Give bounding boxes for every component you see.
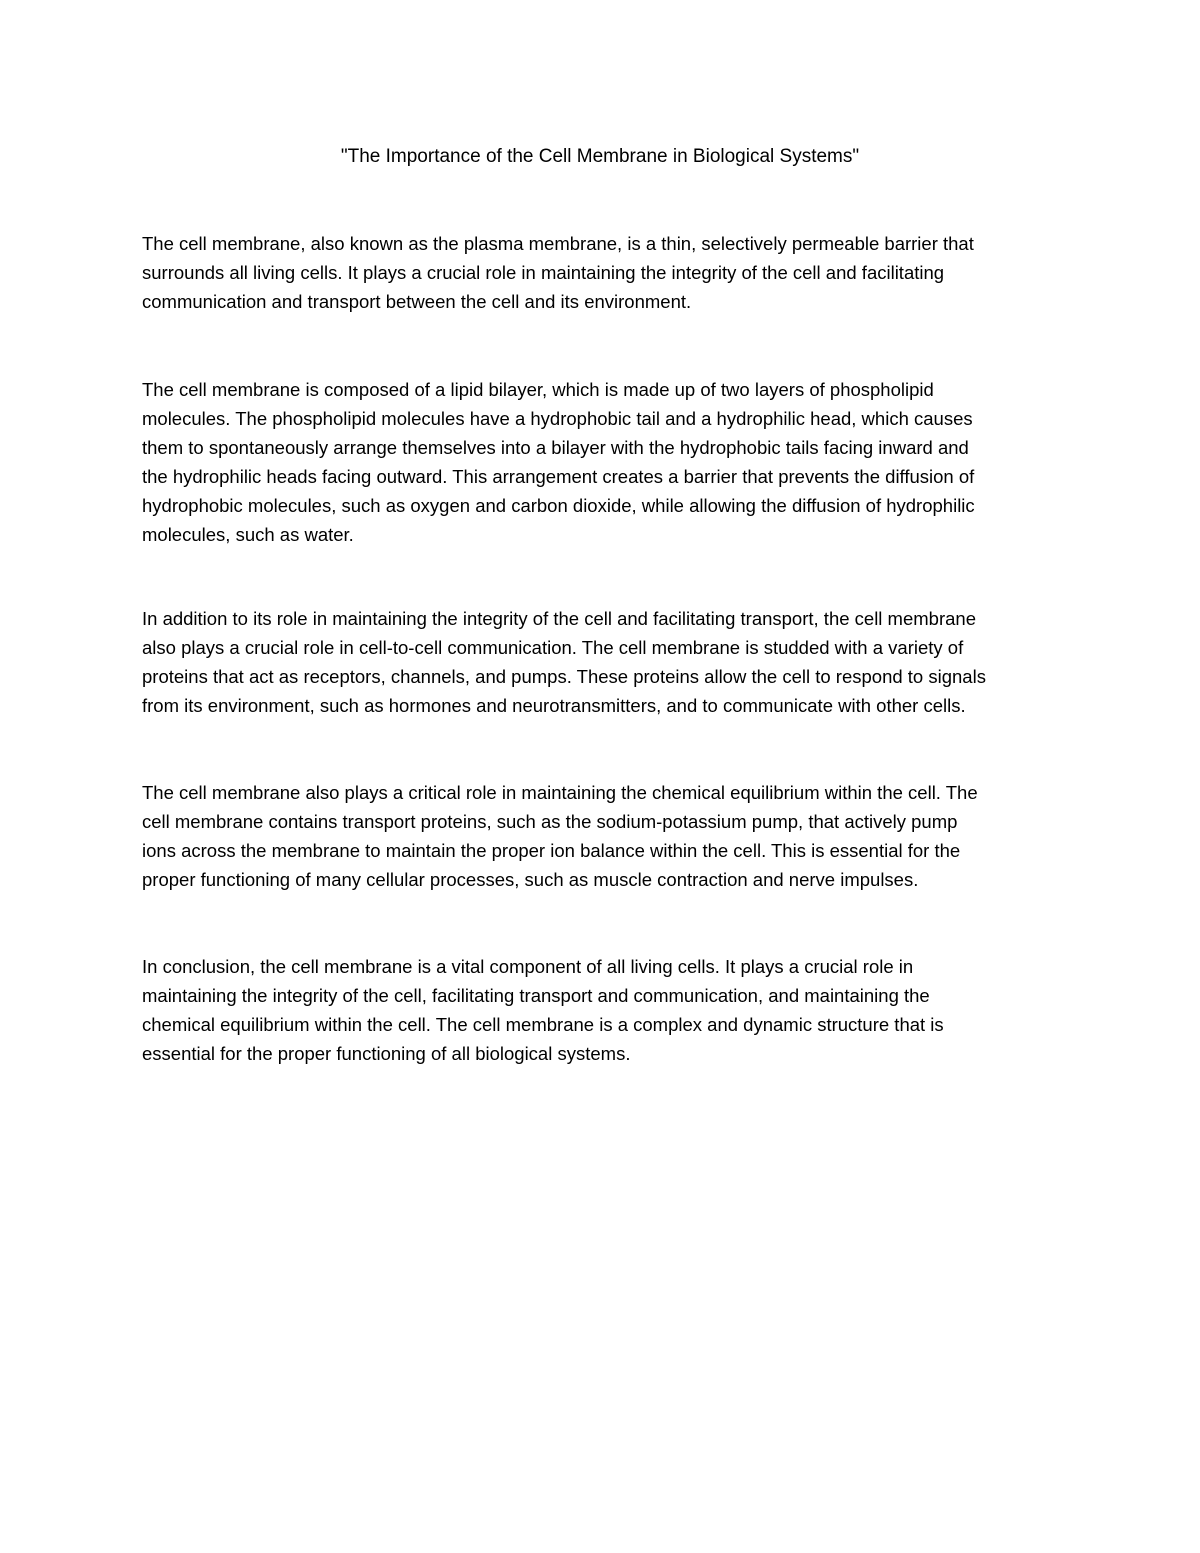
text-line: molecules, such as water. [142, 524, 354, 545]
text-line: In addition to its role in maintaining the integrity of the cell and facilitating transport, the cell membrane [142, 608, 976, 629]
paragraph-conclusion [142, 952, 1062, 1068]
text-line: from its environment, such as hormones and neurotransmitters, and to communicate with other cells. [142, 695, 966, 716]
text-line: ions across the membrane to maintain the proper ion balance within the cell. This is essential for the [142, 840, 961, 861]
text-line: proper functioning of many cellular processes, such as muscle contraction and nerve impulses. [142, 869, 919, 890]
text-line: also plays a crucial role in cell-to-cell communication. The cell membrane is studded with a variety of [142, 637, 964, 658]
text-line: communication and transport between the cell and its environment. [142, 291, 692, 312]
paragraph-lipid-bilayer [142, 375, 1062, 549]
text-line: The cell membrane also plays a critical role in maintaining the chemical equilibrium within the cell. The [142, 782, 978, 803]
text-line: hydrophobic molecules, such as oxygen and carbon dioxide, while allowing the diffusion of hydrophilic [142, 495, 975, 516]
text-line: The cell membrane is composed of a lipid bilayer, which is made up of two layers of phospholipid [142, 379, 934, 400]
text-line: the hydrophilic heads facing outward. This arrangement creates a barrier that prevents the diffusion of [142, 466, 975, 487]
paragraph-introduction [142, 229, 1062, 316]
paragraph-chemical-equilibrium [142, 778, 1062, 894]
text-line: chemical equilibrium within the cell. The cell membrane is a complex and dynamic structure that is [142, 1014, 944, 1035]
text-line: proteins that act as receptors, channels, and pumps. These proteins allow the cell to respond to signals [142, 666, 986, 687]
text-line: In conclusion, the cell membrane is a vital component of all living cells. It plays a crucial role in [142, 956, 914, 977]
paragraph-communication [142, 604, 1062, 720]
text-line: cell membrane contains transport proteins, such as the sodium-potassium pump, that actively pump [142, 811, 958, 832]
text-line: molecules. The phospholipid molecules have a hydrophobic tail and a hydrophilic head, which causes [142, 408, 973, 429]
document-title: "The Importance of the Cell Membrane in Biological Systems" [340, 146, 860, 167]
text-line: The cell membrane, also known as the plasma membrane, is a thin, selectively permeable barrier that [142, 233, 974, 254]
text-line: essential for the proper functioning of all biological systems. [142, 1043, 631, 1064]
text-line: maintaining the integrity of the cell, facilitating transport and communication, and maintaining the [142, 985, 930, 1006]
text-line: them to spontaneously arrange themselves into a bilayer with the hydrophobic tails facing inward and [142, 437, 969, 458]
text-line: surrounds all living cells. It plays a crucial role in maintaining the integrity of the cell and facilitating [142, 262, 945, 283]
